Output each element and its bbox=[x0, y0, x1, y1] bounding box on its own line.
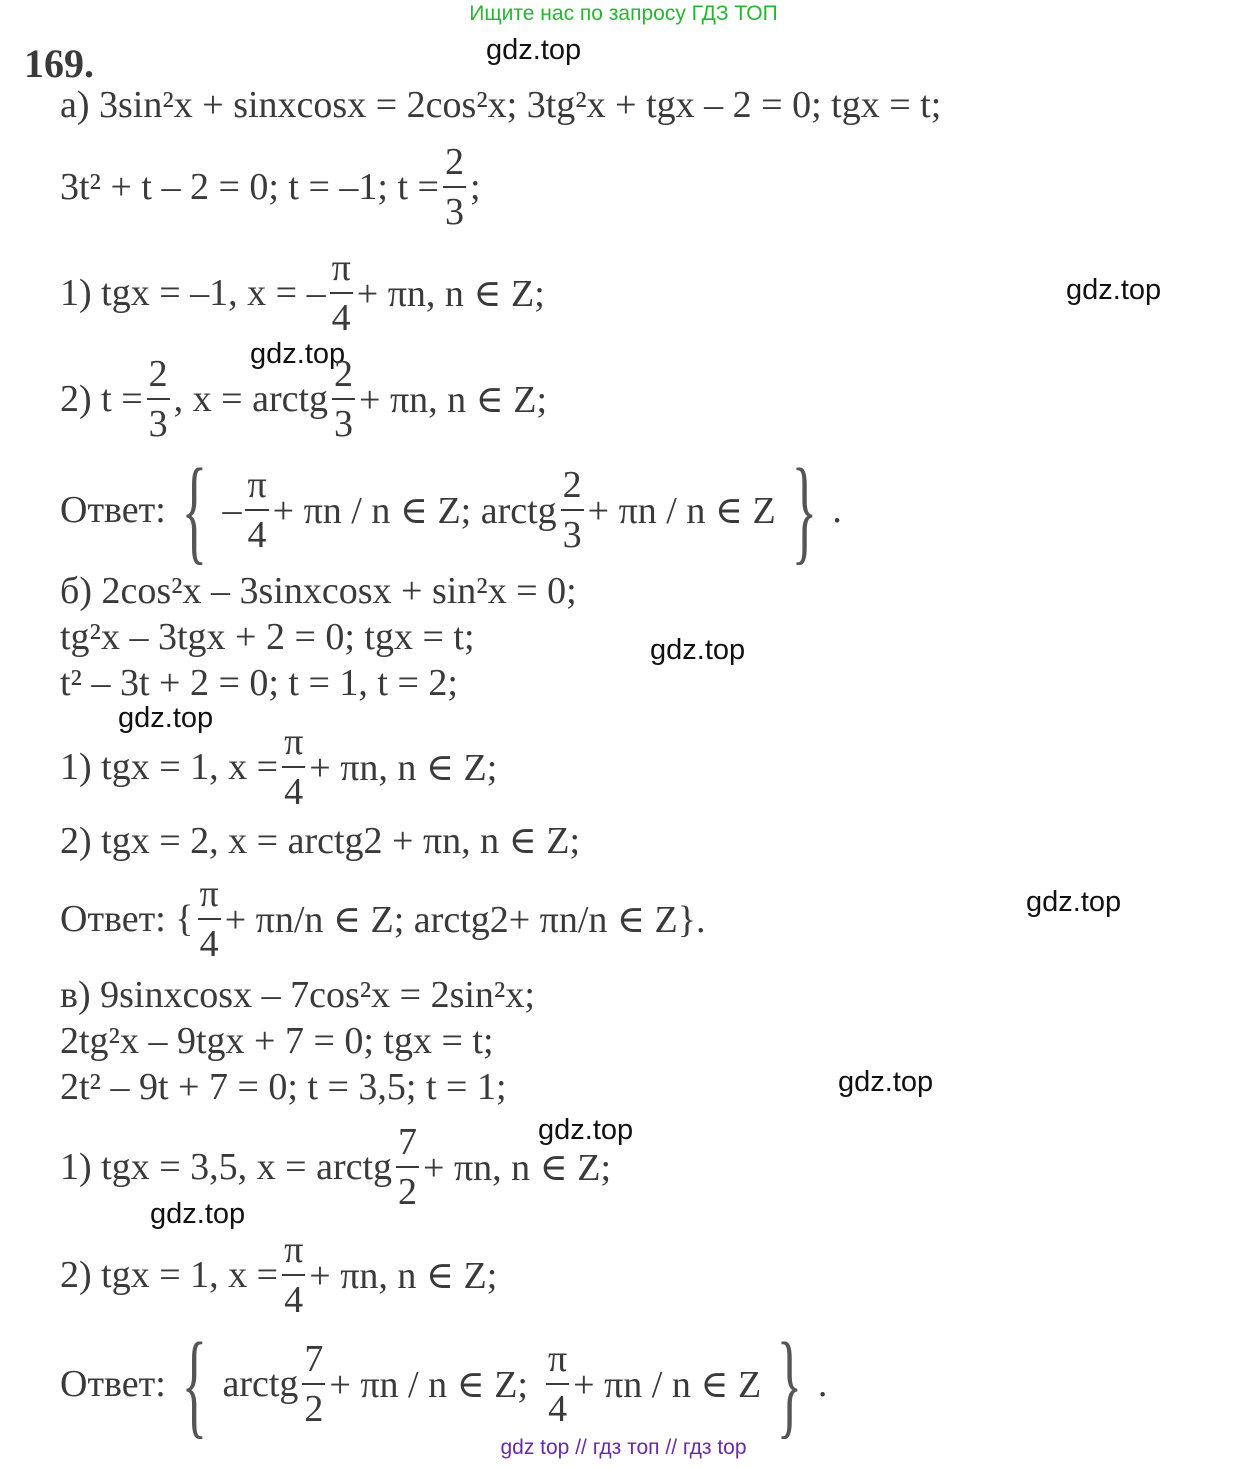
denominator: 3 bbox=[562, 514, 582, 556]
fraction bbox=[396, 1118, 419, 1216]
answer-label: Ответ: bbox=[60, 489, 166, 531]
text: – bbox=[222, 489, 242, 531]
text: 1) tgx = 1, x = bbox=[60, 746, 279, 788]
numerator: 2 bbox=[334, 353, 354, 395]
denominator: 4 bbox=[199, 923, 219, 965]
left-brace: { bbox=[181, 1318, 207, 1449]
bottom-banner: gdz top // гдз топ // гдз top bbox=[500, 1436, 747, 1459]
denominator: 2 bbox=[304, 1388, 324, 1430]
text: . bbox=[817, 1363, 828, 1405]
text: ; bbox=[469, 166, 481, 208]
fraction bbox=[282, 718, 305, 816]
fraction bbox=[147, 350, 170, 448]
denominator: 3 bbox=[334, 403, 354, 445]
watermark: gdz.top bbox=[486, 34, 582, 66]
watermark: gdz.top bbox=[1026, 886, 1122, 918]
part-c-line-5 bbox=[60, 1228, 497, 1322]
text: Ответ: { bbox=[60, 898, 194, 940]
numerator: 7 bbox=[304, 1338, 324, 1380]
text: . bbox=[832, 489, 842, 531]
part-b-line-2: tg²x – 3tgx + 2 = 0; tgx = t; bbox=[60, 616, 475, 658]
numerator: π bbox=[284, 1229, 304, 1271]
watermark: gdz.top bbox=[538, 1114, 634, 1146]
part-b-line-4 bbox=[60, 720, 497, 814]
denominator: 2 bbox=[398, 1171, 418, 1213]
top-banner: Ищите нас по запросу ГДЗ ТОП bbox=[469, 2, 778, 25]
fraction bbox=[245, 461, 268, 559]
right-brace: } bbox=[776, 1318, 803, 1449]
fraction bbox=[332, 350, 355, 448]
fraction bbox=[546, 1335, 569, 1433]
part-b-line-3: t² – 3t + 2 = 0; t = 1, t = 2; bbox=[60, 662, 458, 704]
text: + πn, n ∈ Z; bbox=[356, 272, 545, 315]
part-a-line-3 bbox=[60, 246, 545, 340]
text: + πn, n ∈ Z; bbox=[309, 746, 498, 789]
numerator: 2 bbox=[148, 353, 168, 395]
text: 2) t = bbox=[60, 378, 143, 420]
part-b-line-5: 2) tgx = 2, x = arctg2 + πn, n ∈ Z; bbox=[60, 820, 581, 862]
left-brace: { bbox=[181, 444, 207, 575]
text: , x = arctg bbox=[173, 378, 329, 420]
text: 2) tgx = 1, x = bbox=[60, 1254, 279, 1296]
text: + πn / n ∈ Z bbox=[587, 489, 776, 532]
text: + πn / n ∈ Z; bbox=[329, 1363, 528, 1406]
fraction bbox=[282, 1226, 305, 1324]
text: + πn, n ∈ Z; bbox=[423, 1146, 612, 1189]
denominator: 3 bbox=[148, 403, 168, 445]
text: + πn / n ∈ Z bbox=[573, 1363, 762, 1406]
numerator: 2 bbox=[444, 141, 464, 183]
numerator: π bbox=[284, 721, 304, 763]
numerator: 2 bbox=[562, 464, 582, 506]
fraction bbox=[443, 138, 466, 236]
part-c-line-4 bbox=[60, 1120, 611, 1214]
denominator: 4 bbox=[247, 514, 267, 556]
part-c-line-2: 2tg²x – 9tgx + 7 = 0; tgx = t; bbox=[60, 1020, 494, 1062]
denominator: 4 bbox=[548, 1388, 568, 1430]
fraction bbox=[302, 1335, 325, 1433]
watermark: gdz.top bbox=[250, 338, 346, 370]
answer-label: Ответ: bbox=[60, 1363, 166, 1405]
part-a-line-1: а) 3sin²x + sinxcosx = 2cos²x; 3tg²x + tgx – 2 = 0; tgx = t; bbox=[60, 84, 942, 126]
part-a-line-4 bbox=[60, 352, 547, 446]
fraction bbox=[198, 870, 221, 968]
part-b-line-1: б) 2cos²x – 3sinxcosx + sin²x = 0; bbox=[60, 570, 577, 612]
denominator: 4 bbox=[284, 771, 304, 813]
text: arctg bbox=[222, 1363, 299, 1405]
part-a-answer bbox=[60, 444, 842, 575]
part-a-line-2 bbox=[60, 140, 481, 234]
text: + πn / n ∈ Z; arctg bbox=[272, 489, 557, 532]
right-brace: } bbox=[791, 444, 817, 575]
numerator: π bbox=[247, 464, 267, 506]
part-c-line-1: в) 9sinxcosx – 7cos²x = 2sin²x; bbox=[60, 974, 535, 1016]
watermark: gdz.top bbox=[650, 634, 746, 666]
part-c-line-3: 2t² – 9t + 7 = 0; t = 3,5; t = 1; bbox=[60, 1066, 507, 1108]
numerator: π bbox=[547, 1338, 568, 1380]
text: 1) tgx = 3,5, x = arctg bbox=[60, 1146, 393, 1188]
text: + πn/n ∈ Z; arctg2+ πn/n ∈ Z}. bbox=[224, 898, 706, 941]
watermark: gdz.top bbox=[118, 702, 214, 734]
problem-number: 169. bbox=[24, 41, 94, 86]
text: + πn, n ∈ Z; bbox=[359, 378, 548, 421]
numerator: π bbox=[331, 247, 351, 289]
text: 3t² + t – 2 = 0; t = –1; t = bbox=[60, 166, 439, 208]
watermark: gdz.top bbox=[150, 1198, 246, 1230]
fraction bbox=[330, 244, 353, 342]
watermark: gdz.top bbox=[1066, 274, 1162, 306]
text: + πn, n ∈ Z; bbox=[309, 1254, 498, 1297]
fraction bbox=[561, 461, 584, 559]
numerator: π bbox=[199, 873, 219, 915]
part-b-answer bbox=[60, 872, 706, 966]
text: 1) tgx = –1, x = – bbox=[60, 272, 326, 314]
numerator: 7 bbox=[398, 1121, 418, 1163]
denominator: 3 bbox=[444, 191, 464, 233]
denominator: 4 bbox=[284, 1279, 304, 1321]
watermark: gdz.top bbox=[838, 1066, 934, 1098]
denominator: 4 bbox=[331, 297, 351, 339]
